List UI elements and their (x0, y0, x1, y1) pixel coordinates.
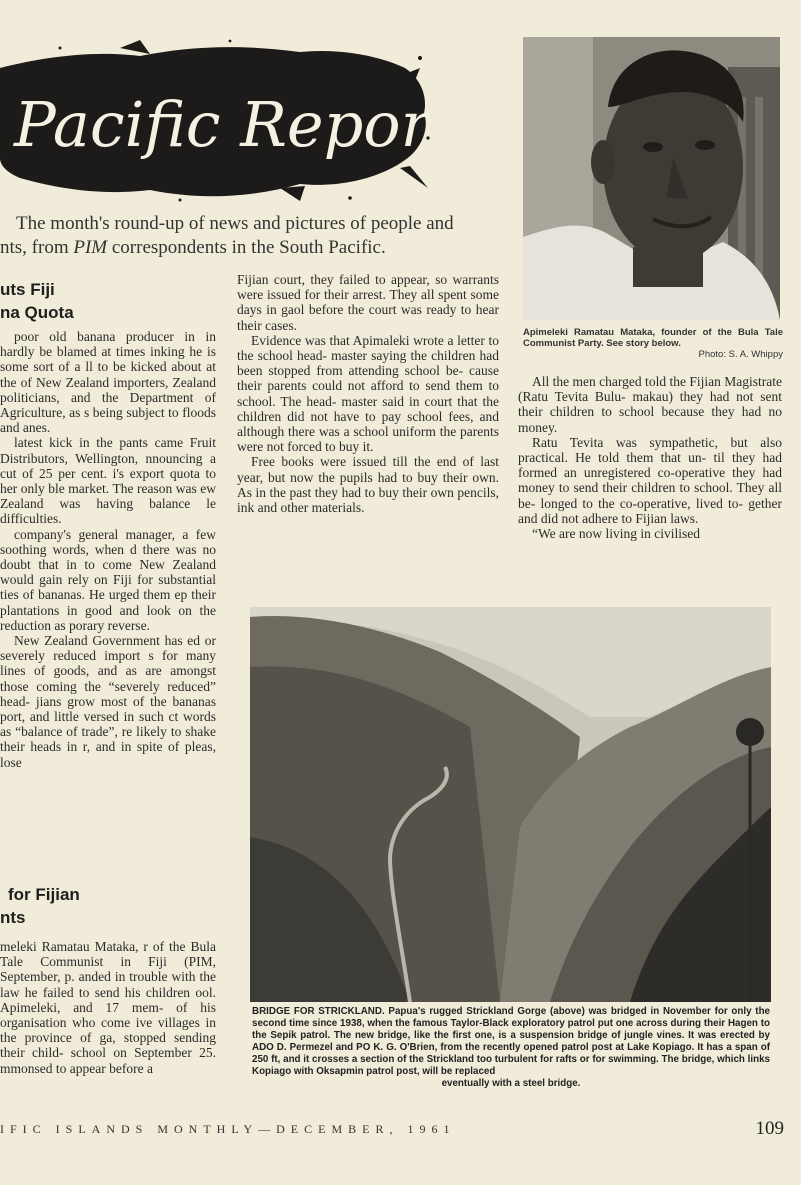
masthead-banner (0, 38, 430, 203)
portrait-photo (523, 37, 780, 320)
gorge-caption (252, 1006, 770, 1090)
portrait-caption-text: Apimeleki Ramatau Mataka, founder of the Bula Tale Communist Party. See story below. (523, 327, 783, 349)
column-2-body (237, 272, 499, 592)
page-number: 109 (755, 1118, 784, 1139)
col3-paragraph: Ratu Tevita was sympathetic, but also practical. He told them that un- til they had formed an unregistered co-operative they had money to send their children to school. They all be- longed to the co-operative, lived to- gether and did not adhere to Fijian laws. (518, 434, 782, 526)
footer-publication: IFIC ISLANDS MONTHLY—DECEMBER, 1961 (0, 1122, 456, 1136)
intro-line-2-end: correspondents in the South Pacific. (107, 237, 386, 258)
story1-body (0, 329, 216, 859)
intro-line-2-start: nts, from (0, 237, 74, 258)
story2-paragraph: meleki Ramatau Mataka, r of the Bula Tale Communist in Fiji (PIM, September, p. anded in trouble with the law he failed to send his children ool. Apimeleki, and 17 mem- of his organisation who come ive villages in the province of ga, stopped sending their child- school on September 25. mmonsed to appear before a (0, 939, 216, 1076)
gorge-image (250, 607, 771, 1002)
col3-paragraph: All the men charged told the Fijian Magistrate (Ratu Tevita Bulu- makau) they had not sent their children to school because they had no money. (518, 374, 782, 435)
portrait-caption (523, 327, 783, 360)
story2-headline-line1: for Fijian (8, 885, 80, 904)
column-3-body (518, 374, 782, 586)
story2-headline-line2: nts (0, 908, 26, 927)
story1-paragraph: poor old banana producer in in hardly be blamed at times inking he is some sort of a ll to be kicked about at the of New Zealand importers, Zealand politicians, and the Department of Agriculture, as s being subject to floods and anes. (0, 329, 216, 436)
col2-paragraph: Free books were issued till the end of last year, but now the pupils had to buy their own. As in the past they had to buy their own pencils, ink and other materials. (237, 454, 499, 516)
intro-blurb (0, 212, 500, 260)
story1-headline-line1: uts Fiji (0, 280, 55, 299)
story1-paragraph: latest kick in the pants came Fruit Distributors, Wellington, nnouncing a cut of 25 per cent. i's export quota to her only ble market. The reason was ew Zealand was having balance le difficulties. (0, 435, 216, 527)
intro-line-1: The month's round-up of news and pictures of people and (16, 213, 454, 234)
photo-credit: Photo: S. A. Whippy (698, 349, 783, 360)
gorge-caption-last-line: eventually with a steel bridge. (441, 1078, 581, 1089)
story2-body (0, 939, 216, 1109)
ink-splash-graphic (0, 38, 430, 203)
col2-paragraph: Evidence was that Apimaleki wrote a letter to the school head- master saying the children had been stopped from attending school be- cause their parents could not afford to send them to school. The head- master said in court that the children did not have to pay school fees, and although there was a school uniform the parents were not forced to buy it. (237, 332, 499, 455)
story1-paragraph: company's general manager, a few soothing words, when d there was no doubt that in to come New Zealand would gain rely on Fiji for substantial ties of bananas. He urged them ep their plantations in good and look on the reduction as porary reverse. (0, 526, 216, 633)
col2-paragraph: Fijian court, they failed to appear, so warrants were issued for their arrest. They all spent some days in gaol before the court was ready to hear their cases. (237, 272, 499, 333)
story1-headline (0, 278, 216, 324)
intro-pim: PIM (73, 237, 108, 258)
col3-paragraph: “We are now living in civilised (532, 526, 700, 542)
story1-headline-line2: na Quota (0, 303, 74, 322)
gorge-caption-text: BRIDGE FOR STRICKLAND. Papua's rugged Strickland Gorge (above) was bridged in November for only the second time since 1938, when the famous Taylor-Black exploratory patrol put one across during their Hagen to the Sepik patrol. The new bridge, like the first one, is a suspension bridge of jungle vines. It was erected by ADO D. Permezel and PO K. G. O'Brien, from the recently opened patrol post at Lake Kopiago. It has a span of 250 ft, and it crosses a section of the Strickland too turbulent for rafts or for swimming. The bridge, which links Kopiago with Oksapmin patrol post, will be replaced (252, 1006, 770, 1077)
story1-paragraph: New Zealand Government has ed or severely reduced import s for many lines of goods, and as are amongst those coming the “severely reduced” head- jians grow most of the bananas port, and little versed in such ct words as “balance of trade”, re likely to shake their heads in r, and in spite of pleas, lose (0, 633, 216, 770)
masthead-title: Pacific Report (14, 88, 430, 161)
story2-headline (0, 883, 216, 929)
portrait-image (523, 37, 780, 320)
page-footer (0, 1118, 790, 1140)
intro-line-2 (0, 236, 500, 260)
gorge-photo (250, 607, 771, 1002)
